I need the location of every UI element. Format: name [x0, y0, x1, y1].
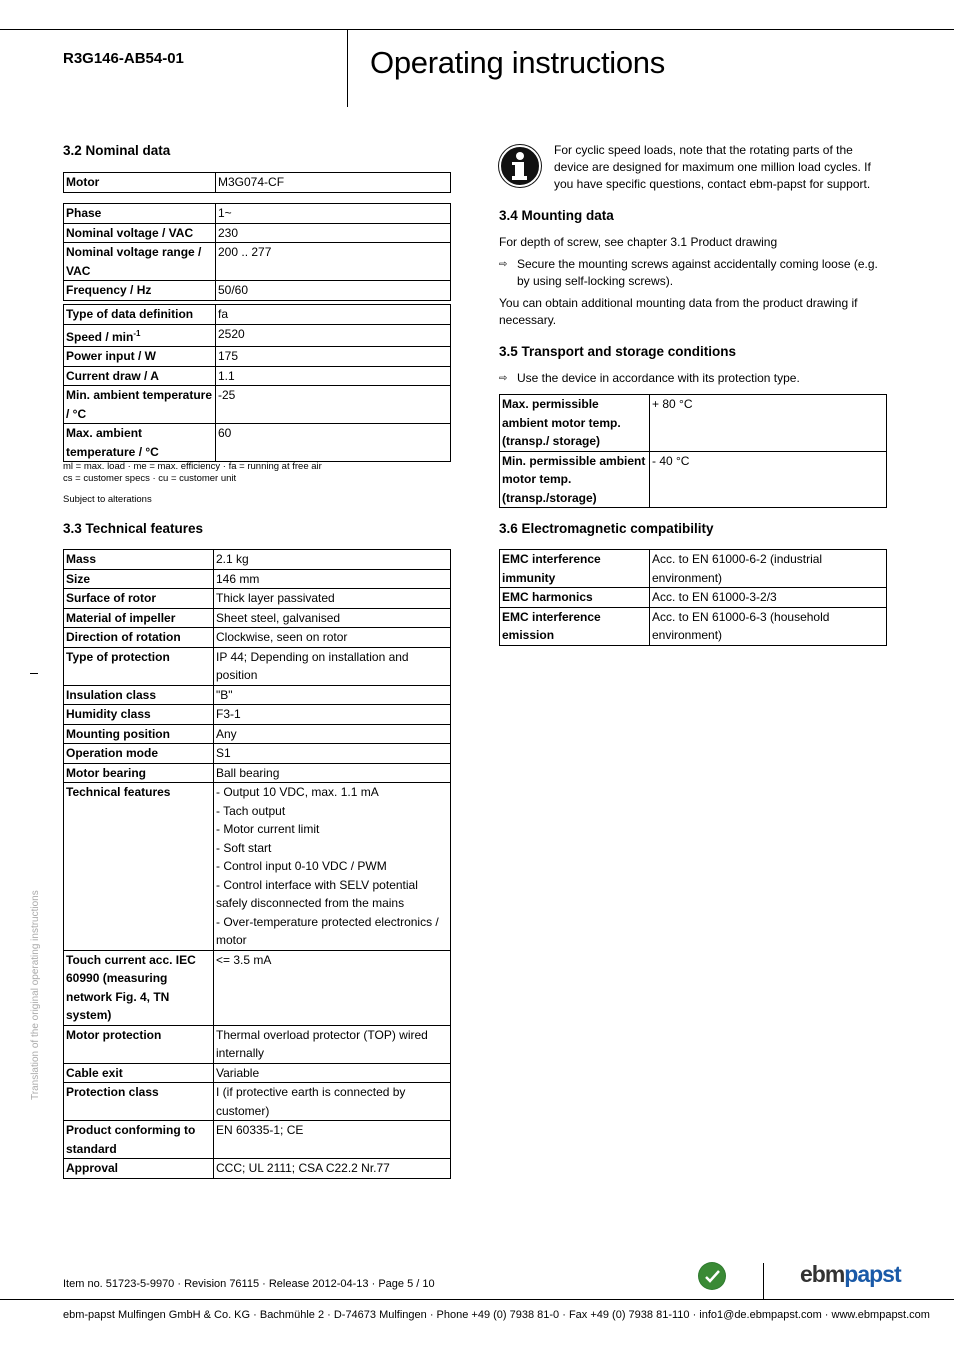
row-value: fa	[216, 305, 451, 325]
table-row	[64, 608, 451, 628]
alterations-note: Subject to alterations	[63, 494, 152, 505]
info-icon	[498, 144, 542, 188]
row-label: Material of impeller	[64, 608, 214, 628]
row-label: Humidity class	[64, 705, 214, 725]
table-row	[500, 550, 887, 588]
row-value: 200 .. 277	[216, 243, 451, 281]
row-value: Sheet steel, galvanised	[214, 608, 451, 628]
row-label: Technical features	[64, 783, 214, 951]
row-label: Frequency / Hz	[64, 281, 216, 301]
row-label: Phase	[64, 204, 216, 224]
mounting-additional: You can obtain additional mounting data from the product drawing if necessary.	[499, 296, 858, 327]
table-row	[64, 744, 451, 764]
margin-mark	[30, 673, 38, 674]
row-value: M3G074-CF	[216, 173, 451, 193]
row-label: Nominal voltage range / VAC	[64, 243, 216, 281]
table-row	[64, 1159, 451, 1179]
emc-table	[499, 549, 887, 646]
row-value: S1	[214, 744, 451, 764]
table-row	[64, 386, 451, 424]
row-value: Any	[214, 724, 451, 744]
row-value: F3-1	[214, 705, 451, 725]
row-value: Thick layer passivated	[214, 589, 451, 609]
row-label: Max. ambient temperature / °C	[64, 424, 216, 462]
row-value: 230	[216, 223, 451, 243]
section-nominal-data: 3.2 Nominal data	[63, 143, 171, 158]
operating-data-table	[63, 304, 451, 462]
row-value: <= 3.5 mA	[214, 950, 451, 1025]
table-row	[64, 647, 451, 685]
row-value: Acc. to EN 61000-6-2 (industrial environment)	[650, 550, 887, 588]
table-row	[500, 395, 887, 452]
row-label: Mounting position	[64, 724, 214, 744]
table-row	[64, 628, 451, 648]
info-note-text: For cyclic speed loads, note that the rotating parts of the device are designed for maximum one million load cycles. If you have specific questions, contact ebm-papst for support.	[554, 143, 871, 191]
mounting-screw-depth: For depth of screw, see chapter 3.1 Product drawing	[499, 235, 778, 249]
company-address: ebm-papst Mulfingen GmbH & Co. KG · Bachmühle 2 · D-74673 Mulfingen · Phone +49 (0) 7938 81-0 · Fax +49 (0) 7938 81-110 · info1@de.ebmpapst.com · www.ebmpapst.com	[63, 1309, 930, 1321]
row-label: EMC interference immunity	[500, 550, 650, 588]
row-value: 175	[216, 347, 451, 367]
table-row	[64, 1025, 451, 1063]
row-label: Approval	[64, 1159, 214, 1179]
legend-line-2: cs = customer specs · cu = customer unit	[63, 473, 237, 484]
row-value: Clockwise, seen on rotor	[214, 628, 451, 648]
section-transport-storage: 3.5 Transport and storage conditions	[499, 344, 737, 359]
table-row	[64, 204, 451, 224]
table-row	[500, 588, 887, 608]
row-value: 1~	[216, 204, 451, 224]
row-value: 1.1	[216, 366, 451, 386]
section-mounting-data: 3.4 Mounting data	[499, 208, 614, 223]
footer-logo-divider	[763, 1263, 764, 1299]
row-value: IP 44; Depending on installation and position	[214, 647, 451, 685]
row-label: Motor	[64, 173, 216, 193]
technical-features-table	[63, 549, 451, 1179]
row-label: Direction of rotation	[64, 628, 214, 648]
section-technical-features: 3.3 Technical features	[63, 521, 204, 536]
table-row	[64, 1063, 451, 1083]
row-value: 50/60	[216, 281, 451, 301]
table-row	[64, 1121, 451, 1159]
item-info: Item no. 51723-5-9970 · Revision 76115 · Release 2012-04-13 · Page 5 / 10	[63, 1278, 435, 1290]
row-label: Motor protection	[64, 1025, 214, 1063]
row-label: Motor bearing	[64, 763, 214, 783]
table-row	[64, 324, 451, 347]
table-row	[64, 243, 451, 281]
row-value: -25	[216, 386, 451, 424]
row-value: EN 60335-1; CE	[214, 1121, 451, 1159]
row-label: Power input / W	[64, 347, 216, 367]
row-value: + 80 °C	[650, 395, 887, 452]
table-row	[64, 950, 451, 1025]
row-value: CCC; UL 2111; CSA C22.2 Nr.77	[214, 1159, 451, 1179]
speed-unit-exponent: -1	[133, 328, 141, 338]
table-row	[64, 783, 451, 951]
table-row	[64, 569, 451, 589]
row-label: Protection class	[64, 1083, 214, 1121]
table-row	[64, 281, 451, 301]
row-label: Size	[64, 569, 214, 589]
table-row	[64, 223, 451, 243]
row-label: EMC harmonics	[500, 588, 650, 608]
row-label: Type of data definition	[64, 305, 216, 325]
table-row	[64, 763, 451, 783]
table-row	[64, 173, 451, 193]
mounting-bullet	[499, 256, 889, 290]
table-row	[64, 589, 451, 609]
header-divider	[347, 29, 348, 107]
table-row	[64, 305, 451, 325]
row-value: - 40 °C	[650, 451, 887, 508]
header-top-rule	[0, 29, 954, 30]
table-row	[64, 424, 451, 462]
motor-table	[63, 172, 451, 193]
table-row	[64, 1083, 451, 1121]
table-row	[500, 451, 887, 508]
arrow-bullet-icon: ⇨	[499, 373, 508, 384]
table-row	[64, 366, 451, 386]
row-label: Min. ambient temperature / °C	[64, 386, 216, 424]
row-label: Touch current acc. IEC 60990 (measuring network Fig. 4, TN system)	[64, 950, 214, 1025]
transport-table	[499, 394, 887, 508]
table-row	[64, 724, 451, 744]
row-label: EMC interference emission	[500, 607, 650, 645]
row-label: Insulation class	[64, 685, 214, 705]
row-value: Ball bearing	[214, 763, 451, 783]
table-row	[64, 347, 451, 367]
mounting-bullet-text: Secure the mounting screws against accidentally coming loose (e.g. by using self-locking screws).	[517, 257, 878, 288]
row-label: Product conforming to standard	[64, 1121, 214, 1159]
row-value: Acc. to EN 61000-6-3 (household environment)	[650, 607, 887, 645]
table-row	[64, 550, 451, 570]
ebmpapst-logo: ebmpapst	[800, 1261, 901, 1287]
legend-line-1: ml = max. load · me = max. efficiency · fa = running at free air	[63, 461, 322, 472]
greentech-logo	[698, 1262, 726, 1290]
footer-rule	[0, 1299, 954, 1300]
model-number: R3G146-AB54-01	[63, 50, 184, 67]
row-value: 146 mm	[214, 569, 451, 589]
row-value: 2.1 kg	[214, 550, 451, 570]
row-label: Mass	[64, 550, 214, 570]
table-row	[64, 685, 451, 705]
row-value: Variable	[214, 1063, 451, 1083]
row-value: 60	[216, 424, 451, 462]
transport-bullet	[499, 370, 889, 387]
row-label: Type of protection	[64, 647, 214, 685]
row-value: - Output 10 VDC, max. 1.1 mA - Tach output - Motor current limit - Soft start - Control input 0-10 VDC / PWM - Control interface with SELV potential safely disconnected from the mains - Over-temperature protected electronics / motor	[214, 783, 451, 951]
row-value: I (if protective earth is connected by customer)	[214, 1083, 451, 1121]
transport-bullet-text: Use the device in accordance with its protection type.	[517, 371, 800, 385]
row-label: Operation mode	[64, 744, 214, 764]
row-label: Speed / $\min^{-1}$	[64, 324, 216, 347]
page-title: Operating instructions	[370, 45, 665, 80]
row-value: "B"	[214, 685, 451, 705]
row-value: 2520	[216, 324, 451, 347]
row-label: Cable exit	[64, 1063, 214, 1083]
table-row	[64, 705, 451, 725]
section-emc: 3.6 Electromagnetic compatibility	[499, 521, 714, 536]
arrow-bullet-icon: ⇨	[499, 259, 508, 270]
row-label: Min. permissible ambient motor temp. (transp./storage)	[500, 451, 650, 508]
row-label: Max. permissible ambient motor temp. (transp./ storage)	[500, 395, 650, 452]
row-label: Nominal voltage / VAC	[64, 223, 216, 243]
row-label: Surface of rotor	[64, 589, 214, 609]
table-row	[500, 607, 887, 645]
row-value: Thermal overload protector (TOP) wired internally	[214, 1025, 451, 1063]
electrical-data-table	[63, 203, 451, 301]
side-translation-note: Translation of the original operating instructions	[30, 890, 41, 1100]
row-label: Current draw / A	[64, 366, 216, 386]
row-value: Acc. to EN 61000-3-2/3	[650, 588, 887, 608]
